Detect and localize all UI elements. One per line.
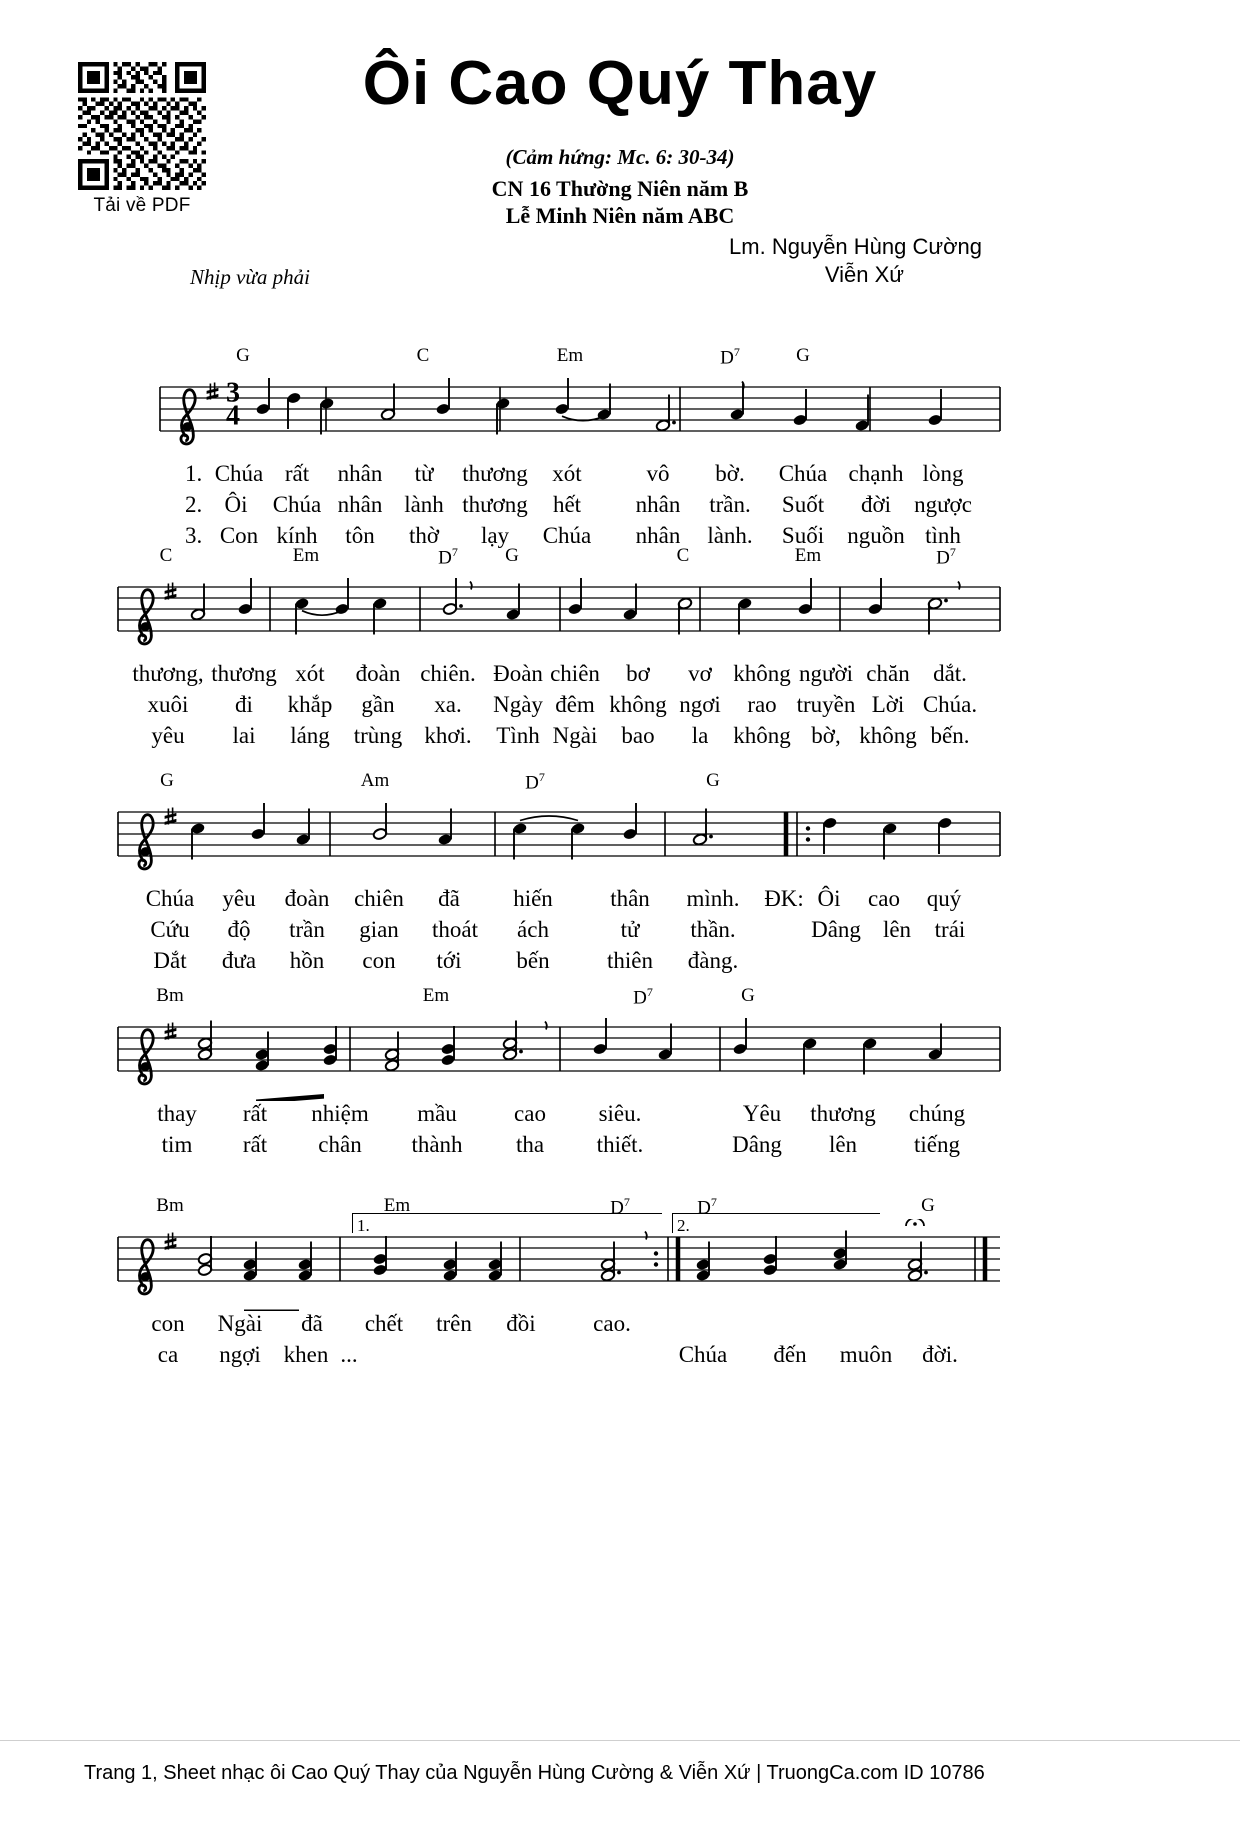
lyric-syllable: Suốt: [781, 492, 825, 517]
lyric-line: [0, 948, 1240, 979]
lyric-syllable: bao: [621, 723, 655, 748]
lyric-syllable: cao.: [593, 1311, 631, 1336]
lyric-syllable: rất: [284, 461, 310, 486]
lyric-syllable: đã: [438, 886, 460, 911]
chord-symbol: G: [160, 770, 174, 791]
lyric-line: [0, 886, 1240, 917]
lyric-syllable: đi: [235, 692, 253, 717]
lyric-syllable: đồi: [506, 1311, 536, 1336]
volta-label: 2.: [677, 1216, 690, 1235]
lyric-syllable: Chúa: [145, 886, 195, 911]
lyric-syllable: thương,: [132, 661, 204, 686]
lyric-line: [0, 461, 1240, 492]
lyric-syllable: thay: [157, 1101, 197, 1126]
footer-text: Trang 1, Sheet nhạc ôi Cao Quý Thay của Nguyễn Hùng Cường & Viễn Xứ | TruongCa.com ID 10786: [84, 1762, 985, 1784]
chord-symbol-row: [0, 985, 1240, 1009]
lyric-syllable: truyền: [796, 692, 856, 717]
chord-symbol: Bm: [156, 1195, 184, 1216]
lyric-syllable: kính: [276, 523, 318, 548]
lyric-syllable: đưa: [221, 948, 257, 973]
lyric-syllable: dắt.: [933, 661, 967, 686]
chord-symbol: Em: [292, 545, 320, 566]
lyric-syllable: Tình: [496, 723, 540, 748]
chord-symbol: Am: [360, 770, 390, 791]
lyric-syllable: xót: [295, 661, 325, 686]
lyric-syllable: ngược: [914, 492, 972, 517]
lyric-syllable: thương: [462, 492, 528, 517]
lyric-syllable: đời: [860, 492, 892, 517]
volta-label: 1.: [357, 1216, 370, 1235]
chord-symbol: C: [159, 545, 173, 566]
lyric-syllable: khen: [283, 1342, 329, 1367]
lyric-syllable: siêu.: [598, 1101, 642, 1126]
lyric-syllable: bến.: [930, 723, 970, 748]
verse-number: 1.: [185, 461, 203, 486]
verse-number: 2.: [185, 492, 203, 517]
lyric-syllable: Suối: [781, 523, 825, 548]
lyric-syllable: con: [151, 1311, 185, 1336]
lyric-syllable: Chúa: [778, 461, 828, 486]
lyric-syllable: Chúa: [542, 523, 592, 548]
composer-credit: Lm. Nguyễn Hùng Cường: [729, 234, 982, 259]
lyric-syllable: nhân: [337, 461, 383, 486]
chord-symbol: $D^7$: [525, 770, 545, 794]
lyric-syllable: cao: [868, 886, 900, 911]
lyric-syllable: nguồn: [847, 523, 905, 548]
lyric-syllable: Chúa: [214, 461, 264, 486]
lyric-syllable: không: [609, 692, 667, 717]
lyric-syllable: bến: [516, 948, 550, 973]
music-system-5: [0, 1195, 1240, 1373]
svg-text:3: 3: [226, 377, 240, 409]
lyric-syllable: xót: [552, 461, 582, 486]
lyric-syllable: yêu: [222, 886, 256, 911]
lyric-syllable: chiên: [550, 661, 600, 686]
staff: [0, 369, 1240, 461]
lyric-syllable: khắp: [287, 692, 333, 717]
svg-text:4: 4: [226, 400, 240, 432]
lyric-syllable: Chúa.: [922, 692, 978, 717]
lyric-syllable: thờ: [408, 523, 440, 548]
lyric-syllable: Ôi: [817, 886, 841, 911]
lyric-syllable: thành: [411, 1132, 463, 1157]
lyric-syllable: láng: [290, 723, 330, 748]
download-pdf-label: Tải về PDF: [93, 195, 191, 216]
lyric-syllable: độ: [227, 917, 251, 942]
lyric-syllable: bơ: [626, 661, 650, 686]
lyric-syllable: trần: [289, 917, 325, 942]
lyric-syllable: bờ.: [715, 461, 745, 486]
lyric-syllable: chúng: [908, 1101, 966, 1126]
lyric-syllable: vô: [646, 461, 670, 486]
lyric-syllable: ngơi: [679, 692, 721, 717]
lyric-syllable: thiên: [607, 948, 653, 973]
lyric-syllable: ca: [157, 1342, 179, 1367]
lyric-syllable: Chúa: [678, 1342, 728, 1367]
lyric-syllable: la: [691, 723, 709, 748]
lyric-syllable: thương: [810, 1101, 876, 1126]
music-system-3: [0, 770, 1240, 979]
lyric-syllable: lành: [404, 492, 444, 517]
lyric-syllable: rất: [242, 1101, 268, 1126]
staff: [0, 569, 1240, 661]
chord-symbol: $D^7$: [697, 1195, 717, 1219]
lyric-syllable: mầu: [417, 1101, 457, 1126]
lyric-syllable: từ: [414, 461, 434, 486]
lyric-syllable: mình.: [686, 886, 740, 911]
chord-symbol: Em: [383, 1195, 411, 1216]
lyric-syllable: tim: [161, 1132, 193, 1157]
lyric-syllable: chăn: [866, 661, 910, 686]
tempo-marking: Nhịp vừa phải: [190, 265, 310, 289]
lyric-syllable: chiên.: [420, 661, 476, 686]
lyric-syllable: muôn: [839, 1342, 893, 1367]
lyric-syllable: tha: [515, 1132, 545, 1157]
lyric-syllable: quý: [926, 886, 962, 911]
lyric-syllable: Ngài: [552, 723, 598, 748]
lyric-line: [0, 917, 1240, 948]
footer-divider: [0, 1740, 1240, 1741]
lyric-syllable: hiến: [513, 886, 553, 911]
lyric-syllable: Ôi: [224, 492, 248, 517]
lyric-syllable: rao: [747, 692, 777, 717]
lyric-syllable: nhân: [635, 492, 681, 517]
lyric-syllable: đoàn: [355, 661, 401, 686]
staff: [0, 1219, 1240, 1311]
liturgical-occasion-line-2: Lễ Minh Niên năm ABC: [505, 203, 735, 228]
lyric-syllable: Yêu: [742, 1101, 782, 1126]
lyric-line: [0, 1101, 1240, 1132]
lyric-syllable: trùng: [353, 723, 403, 748]
lyric-syllable: người: [798, 661, 854, 686]
lyricist-credit: Viễn Xứ: [824, 262, 904, 287]
lyric-syllable: con: [362, 948, 396, 973]
lyric-syllable: hồn: [289, 948, 325, 973]
chord-symbol: G: [741, 985, 755, 1006]
lyric-syllable: lành.: [707, 523, 753, 548]
lyric-syllable: Cứu: [150, 917, 190, 942]
chord-symbol: G: [706, 770, 720, 791]
lyric-syllable: trái: [934, 917, 966, 942]
lyric-syllable: ĐK:: [764, 886, 804, 911]
lyric-line: [0, 661, 1240, 692]
chord-symbol: $D^7$: [720, 345, 740, 369]
lyric-syllable: đời.: [922, 1342, 958, 1367]
lyric-line: [0, 1311, 1240, 1342]
lyric-syllable: Dâng: [811, 917, 861, 942]
lyric-syllable: Dâng: [732, 1132, 782, 1157]
lyric-syllable: nhân: [635, 523, 681, 548]
lyric-syllable: không: [733, 723, 791, 748]
chord-symbol: C: [416, 345, 430, 366]
lyric-syllable: Ngài: [217, 1311, 263, 1336]
lyric-syllable: lạy: [480, 523, 510, 548]
liturgical-occasion-line-1: CN 16 Thường Niên năm B: [491, 176, 749, 201]
chord-symbol: G: [505, 545, 519, 566]
lyric-syllable: Con: [219, 523, 259, 548]
lyric-syllable: thoát: [432, 917, 478, 942]
lyric-syllable: tới: [436, 948, 462, 973]
lyric-syllable: nhân: [337, 492, 383, 517]
lyric-syllable: yêu: [151, 723, 185, 748]
lyric-syllable: gần: [361, 692, 395, 717]
music-system-1: [0, 345, 1240, 554]
lyric-syllable: ...: [340, 1342, 358, 1367]
lyric-syllable: không: [733, 661, 791, 686]
lyric-syllable: lên: [828, 1132, 858, 1157]
chord-symbol: Em: [556, 345, 584, 366]
chord-symbol: G: [236, 345, 250, 366]
lyric-syllable: chết: [364, 1311, 404, 1336]
chord-symbol: $D^7$: [610, 1195, 630, 1219]
scripture-reference: (Cảm hứng: Mc. 6: 30-34): [505, 145, 735, 169]
staff: [0, 1009, 1240, 1101]
lyric-syllable: trên: [436, 1311, 472, 1336]
chord-symbol: Em: [794, 545, 822, 566]
lyric-syllable: đêm: [555, 692, 595, 717]
lyric-line: [0, 1132, 1240, 1163]
staff: [0, 794, 1240, 886]
lyric-syllable: Chúa: [272, 492, 322, 517]
lyric-syllable: hết: [552, 492, 582, 517]
chord-symbol-row: [0, 345, 1240, 369]
chord-symbol: Em: [422, 985, 450, 1006]
lyric-syllable: vơ: [688, 661, 712, 686]
lyric-syllable: lên: [882, 917, 912, 942]
lyric-syllable: đoàn: [284, 886, 330, 911]
lyric-syllable: rất: [242, 1132, 268, 1157]
chord-symbol: C: [676, 545, 690, 566]
lyric-syllable: chân: [318, 1132, 362, 1157]
lyric-syllable: xa.: [434, 692, 462, 717]
lyric-syllable: thần.: [690, 917, 736, 942]
lyric-line: [0, 723, 1240, 754]
chord-symbol-row: [0, 545, 1240, 569]
lyric-syllable: tôn: [345, 523, 375, 548]
lyric-line: [0, 1342, 1240, 1373]
lyric-syllable: tiếng: [914, 1132, 960, 1157]
music-system-2: [0, 545, 1240, 754]
lyric-syllable: lai: [232, 723, 256, 748]
chord-symbol: $D^7$: [438, 545, 458, 569]
verse-number: 3.: [185, 523, 203, 548]
lyric-syllable: đàng.: [687, 948, 739, 973]
music-system-4: [0, 985, 1240, 1163]
chord-symbol: Bm: [156, 985, 184, 1006]
lyric-syllable: thương: [211, 661, 277, 686]
lyric-line: [0, 692, 1240, 723]
lyric-syllable: đến: [773, 1342, 807, 1367]
lyric-syllable: tử: [620, 917, 640, 942]
lyric-syllable: Đoàn: [493, 661, 543, 686]
lyric-syllable: lòng: [922, 461, 964, 486]
lyric-syllable: không: [859, 723, 917, 748]
lyric-syllable: xuôi: [147, 692, 189, 717]
lyric-syllable: Lời: [871, 692, 905, 717]
lyric-syllable: gian: [359, 917, 399, 942]
chord-symbol: $D^7$: [936, 545, 956, 569]
lyric-syllable: ngợi: [219, 1342, 261, 1367]
lyric-syllable: khơi.: [424, 723, 472, 748]
lyric-syllable: thương: [462, 461, 528, 486]
lyric-syllable: chạnh: [848, 461, 904, 486]
lyric-syllable: ách: [517, 917, 549, 942]
lyric-syllable: cao: [514, 1101, 546, 1126]
lyric-syllable: tình: [925, 523, 961, 548]
lyric-syllable: bờ,: [811, 723, 841, 748]
lyric-syllable: Ngày: [493, 692, 543, 717]
lyric-syllable: thân: [610, 886, 650, 911]
chord-symbol: $D^7$: [633, 985, 653, 1009]
lyric-line: [0, 492, 1240, 523]
lyric-syllable: trần.: [709, 492, 751, 517]
chord-symbol: G: [921, 1195, 935, 1216]
lyric-syllable: nhiệm: [311, 1101, 369, 1126]
lyric-syllable: thiết.: [596, 1132, 644, 1157]
lyric-syllable: đã: [301, 1311, 323, 1336]
lyric-syllable: Dắt: [153, 948, 187, 973]
chord-symbol: G: [796, 345, 810, 366]
chord-symbol-row: [0, 770, 1240, 794]
song-title: Ôi Cao Quý Thay: [362, 49, 878, 118]
lyric-syllable: chiên: [354, 886, 404, 911]
